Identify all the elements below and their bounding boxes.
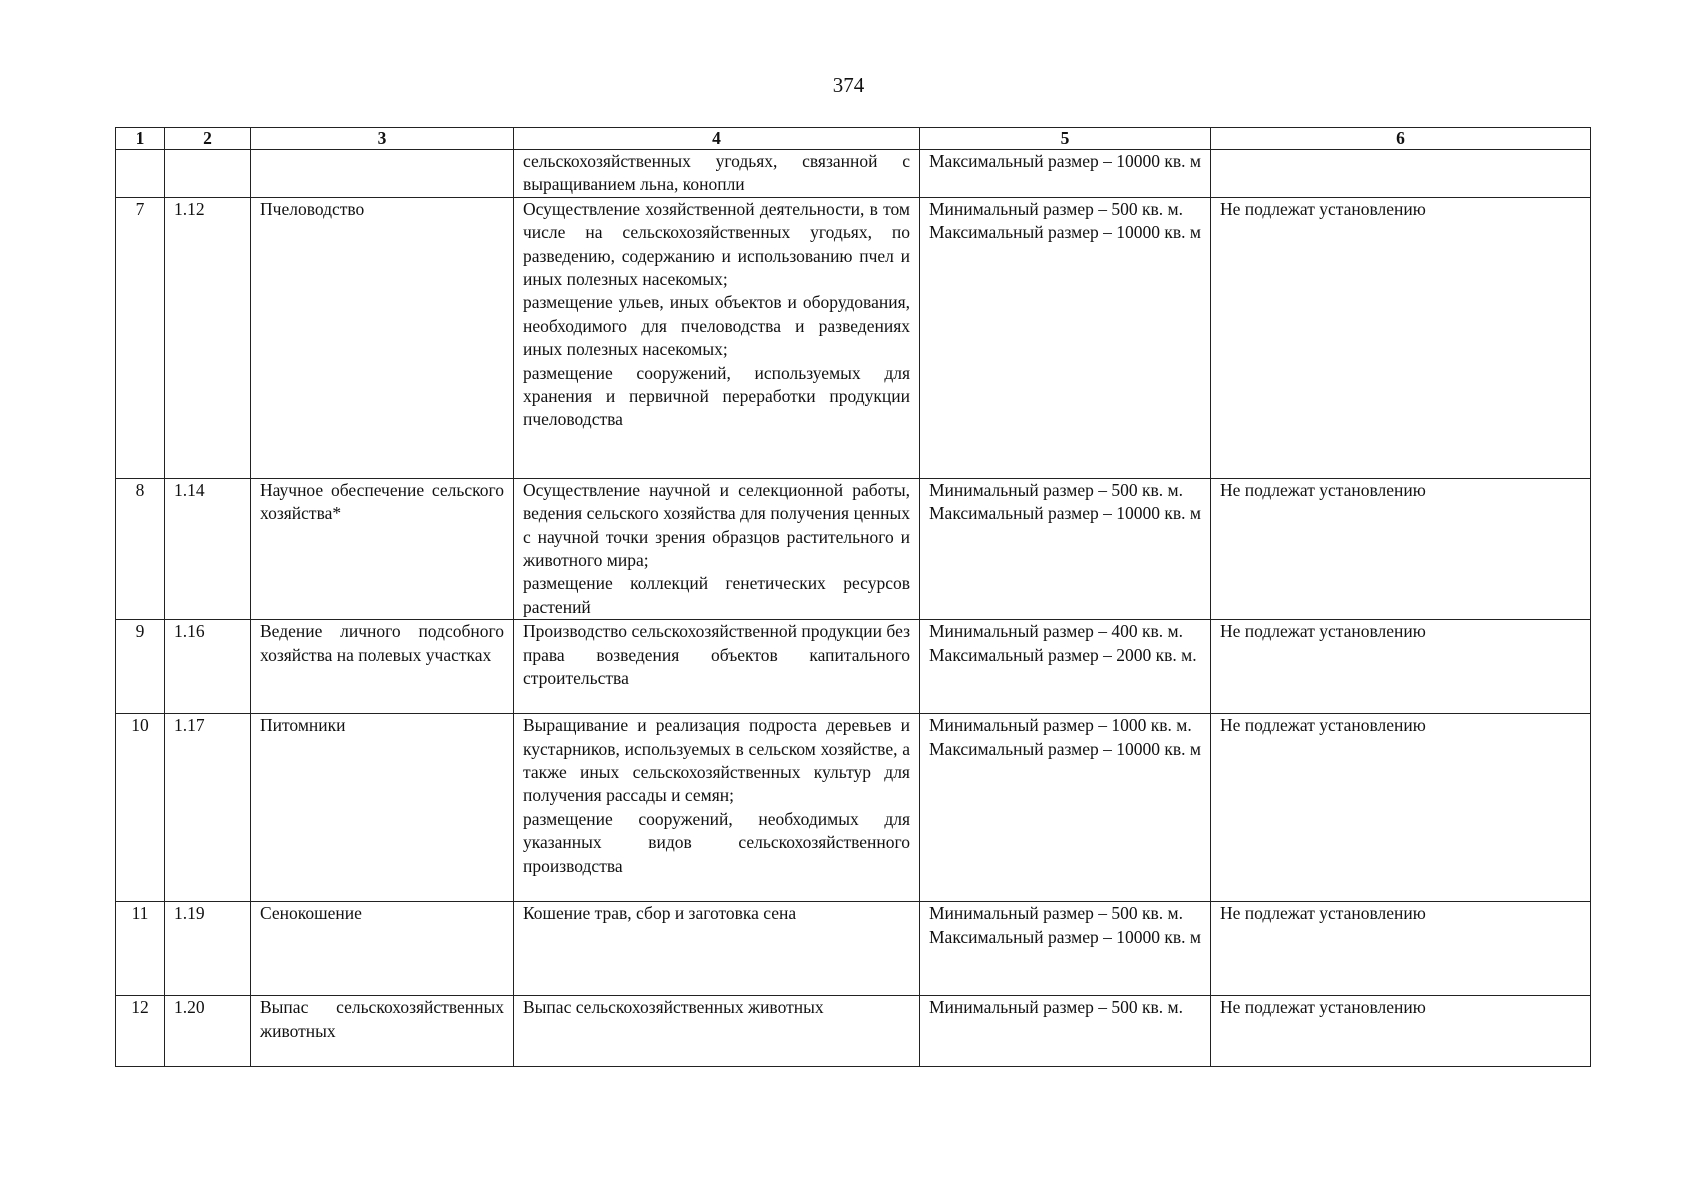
table-cell-number bbox=[116, 150, 165, 198]
description-paragraph: Выпас сельскохозяйственных животных bbox=[523, 997, 824, 1018]
size-line: Минимальный размер – 500 кв. м. bbox=[929, 198, 1183, 219]
column-header: 6 bbox=[1211, 128, 1591, 150]
table-row bbox=[116, 996, 1591, 1067]
table-cell-limits: Не подлежат установлению bbox=[1211, 902, 1591, 996]
page-number: 374 bbox=[832, 73, 865, 97]
size-line: Максимальный размер – 10000 кв. м bbox=[929, 926, 1201, 947]
table-cell-size bbox=[920, 478, 1211, 619]
table-cell-number: 11 bbox=[116, 902, 165, 996]
table-cell-description bbox=[514, 902, 920, 996]
table-cell-description bbox=[514, 478, 920, 619]
description-paragraph: Кошение трав, сбор и заготовка сена bbox=[523, 903, 797, 924]
table-cell-size bbox=[920, 996, 1211, 1067]
table-cell-code: 1.14 bbox=[165, 478, 251, 619]
use-name: Пчеловодство bbox=[260, 198, 365, 219]
size-line: Минимальный размер – 500 кв. м. bbox=[929, 903, 1183, 924]
table-cell-code: 1.19 bbox=[165, 902, 251, 996]
description-paragraph: Выращивание и реализация подроста деревьев и кустарников, используемых в сельском хозяйстве, а также иных сельскохозяйственных культур для получения рассады и семян; bbox=[523, 715, 910, 806]
column-header: 4 bbox=[514, 128, 920, 150]
table-cell-size bbox=[920, 197, 1211, 478]
description-paragraph: размещение коллекций генетических ресурсов растений bbox=[523, 573, 910, 617]
table-cell-name bbox=[251, 478, 514, 619]
description-paragraph: размещение сооружений, используемых для хранения и первичной переработки продукции пчеловодства bbox=[523, 362, 910, 430]
size-line: Минимальный размер – 400 кв. м. bbox=[929, 621, 1183, 642]
size-line: Максимальный размер – 10000 кв. м bbox=[929, 151, 1201, 171]
use-name: Ведение личного подсобного хозяйства на полевых участках bbox=[260, 621, 504, 665]
table-row bbox=[116, 478, 1591, 619]
description-paragraph: размещение сооружений, необходимых для указанных видов сельскохозяйственного производства bbox=[523, 808, 910, 876]
use-name: Выпас сельскохозяйственных животных bbox=[260, 997, 504, 1041]
table-cell-size bbox=[920, 150, 1211, 198]
description-paragraph: Осуществление хозяйственной деятельности, в том числе на сельскохозяйственных угодьях, по разведению, содержанию и использованию пчел и иных полезных насекомых; bbox=[523, 198, 910, 290]
table-cell-description bbox=[514, 197, 920, 478]
size-line: Минимальный размер – 500 кв. м. bbox=[929, 479, 1183, 500]
column-header: 5 bbox=[920, 128, 1211, 150]
table-row bbox=[116, 197, 1591, 478]
table-cell-name bbox=[251, 150, 514, 198]
table-cell-limits: Не подлежат установлению bbox=[1211, 996, 1591, 1067]
table-cell-name bbox=[251, 714, 514, 902]
table-cell-description bbox=[514, 620, 920, 714]
table-cell-limits: Не подлежат установлению bbox=[1211, 197, 1591, 478]
size-line: Максимальный размер – 10000 кв. м bbox=[929, 738, 1201, 759]
table-cell-code: 1.16 bbox=[165, 620, 251, 714]
table-cell-number: 12 bbox=[116, 996, 165, 1067]
table-row-continuation bbox=[116, 150, 1591, 198]
column-header: 2 bbox=[165, 128, 251, 150]
table-row bbox=[116, 902, 1591, 996]
description-paragraph: сельскохозяйственных угодьях, связанной с выращиванием льна, конопли bbox=[523, 151, 910, 195]
table-cell-size bbox=[920, 902, 1211, 996]
table-cell-code: 1.20 bbox=[165, 996, 251, 1067]
table-cell-limits: Не подлежат установлению bbox=[1211, 478, 1591, 619]
table-cell-size bbox=[920, 714, 1211, 902]
description-paragraph: размещение ульев, иных объектов и оборудования, необходимого для пчеловодства и разведениях иных полезных насекомых; bbox=[523, 292, 910, 360]
table-cell-code: 1.17 bbox=[165, 714, 251, 902]
table-header-row bbox=[116, 128, 1591, 150]
table-cell-description bbox=[514, 714, 920, 902]
use-name: Сенокошение bbox=[260, 903, 362, 924]
table-cell-description bbox=[514, 996, 920, 1067]
table-cell-size bbox=[920, 620, 1211, 714]
table-cell-code: 1.12 bbox=[165, 197, 251, 478]
table-cell-limits bbox=[1211, 150, 1591, 198]
table-cell-code bbox=[165, 150, 251, 198]
table-cell-description bbox=[514, 150, 920, 198]
size-line: Минимальный размер – 1000 кв. м. bbox=[929, 715, 1192, 736]
table-cell-number: 8 bbox=[116, 478, 165, 619]
description-paragraph: Производство сельскохозяйственной продукции без права возведения объектов капитального строительства bbox=[523, 621, 910, 689]
land-use-table bbox=[115, 127, 1591, 1067]
size-line: Максимальный размер – 2000 кв. м. bbox=[929, 644, 1197, 665]
table-row bbox=[116, 714, 1591, 902]
table-cell-number: 9 bbox=[116, 620, 165, 714]
table-cell-limits: Не подлежат установлению bbox=[1211, 620, 1591, 714]
table-cell-name bbox=[251, 197, 514, 478]
table-cell-number: 7 bbox=[116, 197, 165, 478]
description-paragraph: Осуществление научной и селекционной работы, ведения сельского хозяйства для получения ценных с научной точки зрения образцов растительного и животного мира; bbox=[523, 479, 910, 571]
table-cell-limits: Не подлежат установлению bbox=[1211, 714, 1591, 902]
size-line: Минимальный размер – 500 кв. м. bbox=[929, 997, 1183, 1018]
use-name: Научное обеспечение сельского хозяйства* bbox=[260, 479, 504, 524]
column-header: 3 bbox=[251, 128, 514, 150]
use-name: Питомники bbox=[260, 715, 346, 736]
table-cell-name bbox=[251, 996, 514, 1067]
table-row bbox=[116, 620, 1591, 714]
size-line: Максимальный размер – 10000 кв. м bbox=[929, 222, 1201, 243]
column-header: 1 bbox=[116, 128, 165, 150]
table-cell-name bbox=[251, 902, 514, 996]
table-cell-number: 10 bbox=[116, 714, 165, 902]
table-cell-name bbox=[251, 620, 514, 714]
size-line: Максимальный размер – 10000 кв. м bbox=[929, 503, 1201, 524]
